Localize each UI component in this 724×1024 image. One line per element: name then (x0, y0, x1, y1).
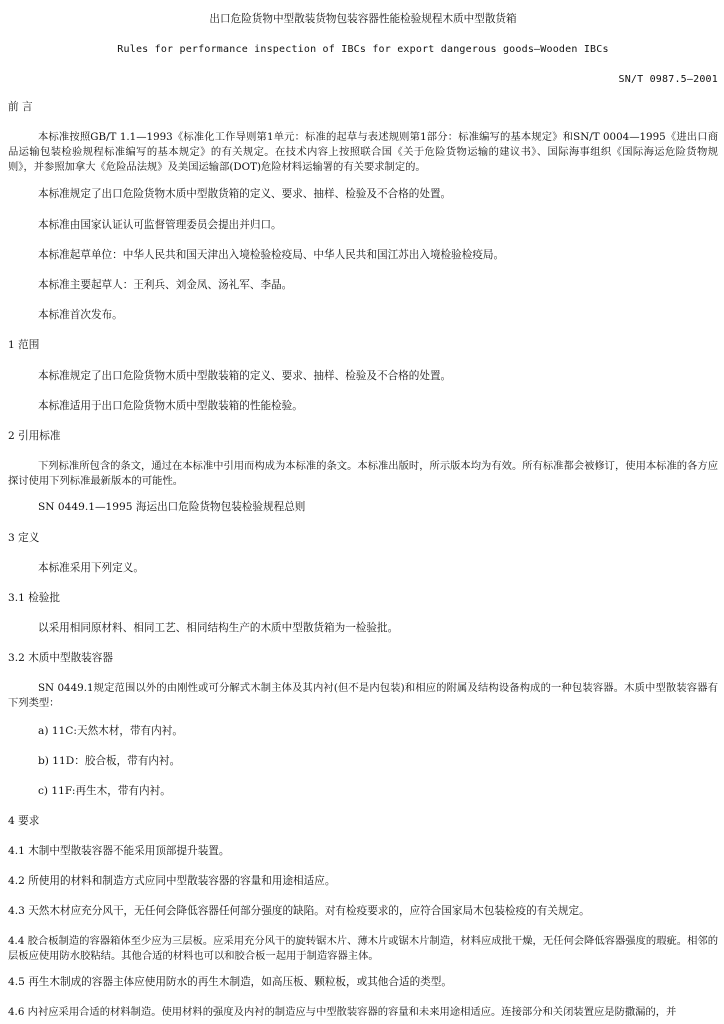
section-3-heading: 3 定义 (8, 532, 40, 544)
document-title: 出口危险货物中型散装货物包装容器性能检验规程木质中型散货箱 (209, 13, 517, 25)
section-3-1-heading: 3.1 检验批 (8, 592, 60, 604)
section-2-paragraph-1: 下列标准所包含的条文，通过在本标准中引用而构成为本标准的条文。本标准出版时，所示版本均为有效。所有标准都会被修订，使用本标准的各方应探讨使用下列标准最新版本的可能性。 (8, 460, 718, 487)
ibc-type-11d: b) 11D：胶合板，带有内衬。 (38, 755, 181, 767)
requirement-4-3: 4.3 天然木材应充分风干，无任何会降低容器任何部分强度的缺陷。对有检疫要求的，应符合国家局木包装检疫的有关规定。 (8, 905, 590, 917)
section-1-paragraph-1: 本标准规定了出口危险货物木质中型散装箱的定义、要求、抽样、检验及不合格的处置。 (38, 370, 452, 382)
section-4-heading: 4 要求 (8, 815, 40, 827)
section-3-1-text: 以采用相同原材料、相同工艺、相同结构生产的木质中型散货箱为一检验批。 (38, 622, 399, 634)
reference-sn-0449: SN 0449.1—1995 海运出口危险货物包装检验规程总则 (38, 501, 306, 513)
foreword-paragraph-3: 本标准由国家认证认可监督管理委员会提出并归口。 (38, 219, 282, 231)
requirement-4-1: 4.1 木制中型散装容器不能采用顶部提升装置。 (8, 845, 230, 857)
section-3-2-heading: 3.2 木质中型散装容器 (8, 652, 113, 664)
foreword-heading: 前 言 (8, 101, 33, 113)
foreword-paragraph-6: 本标准首次发布。 (38, 309, 123, 321)
foreword-paragraph-2: 本标准规定了出口危险货物木质中型散货箱的定义、要求、抽样、检验及不合格的处置。 (38, 188, 452, 200)
section-2-heading: 2 引用标准 (8, 430, 61, 442)
requirement-4-6: 4.6 内衬应采用合适的材料制造。使用材料的强度及内衬的制造应与中型散装容器的容量和未来用途相适应。连接部分和关闭装置应是防撒漏的，并 (8, 1006, 677, 1018)
section-3-paragraph-1: 本标准采用下列定义。 (38, 562, 144, 574)
section-3-2-text: SN 0449.1规定范围以外的由刚性或可分解式木制主体及其内衬(但不是内包装)和相应的附属及结构设备构成的一种包装容器。木质中型散装容器有下列类型： (8, 682, 718, 709)
foreword-paragraph-4: 本标准起草单位：中华人民共和国天津出入境检验检疫局、中华人民共和国江苏出入境检验检疫局。 (38, 249, 505, 261)
foreword-paragraph-5: 本标准主要起草人：王利兵、刘金凤、汤礼军、李晶。 (38, 279, 293, 291)
ibc-type-11c: a) 11C:天然木材，带有内衬。 (38, 725, 183, 737)
section-1-heading: 1 范围 (8, 339, 40, 351)
requirement-4-4: 4.4 胶合板制造的容器箱体至少应为三层板。应采用充分风干的旋转锯木片、薄木片或锯木片制造，材料应成批干燥，无任何会降低容器强度的瑕疵。相邻的层板应使用防水胶粘结。其他合适的材料也可以和胶合板一起用于制造容器主体。 (8, 935, 718, 962)
ibc-type-11f: c) 11F:再生木，带有内衬。 (38, 785, 171, 797)
standard-number: SN/T 0987.5—2001 (618, 74, 718, 85)
section-1-paragraph-2: 本标准适用于出口危险货物木质中型散装箱的性能检验。 (38, 400, 303, 412)
foreword-paragraph-1: 本标准按照GB/T 1.1—1993《标准化工作导则第1单元：标准的起草与表述规则第1部分：标准编写的基本规定》和SN/T 0004—1995《进出口商品运输包装检验规程标准编写的基本规定》的有关规定。在技术内容上按照联合国《关于危险货物运输的建议书》、国际海事组织《国际海运危险货物规则》，并参照加拿大《危险品法规》及美国运输部(DOT)危险材料运输署的有关要求制定的。 (8, 131, 718, 173)
requirement-4-2: 4.2 所使用的材料和制造方式应同中型散装容器的容量和用途相适应。 (8, 875, 336, 887)
requirement-4-5: 4.5 再生木制成的容器主体应使用防水的再生木制造，如高压板、颗粒板，或其他合适的类型。 (8, 976, 452, 988)
document-subtitle: Rules for performance inspection of IBCs for export dangerous goods—Wooden IBCs (117, 44, 609, 55)
